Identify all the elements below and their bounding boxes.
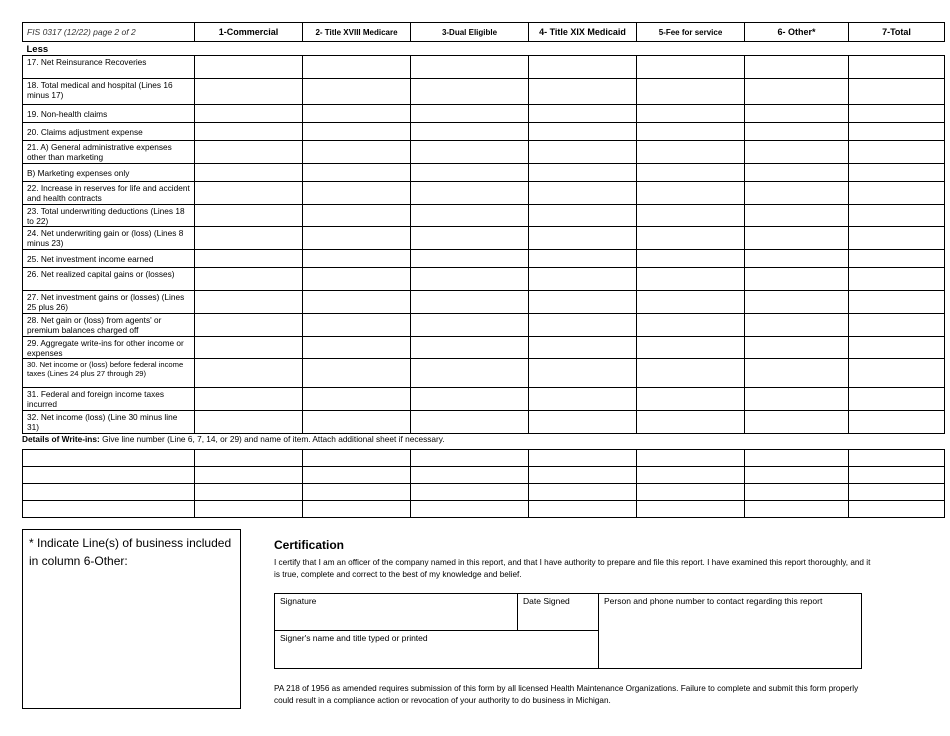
amount-cell[interactable] (637, 268, 745, 291)
amount-cell[interactable] (195, 388, 303, 411)
table-row (23, 314, 945, 337)
writein-amount-cell[interactable] (745, 450, 849, 467)
amount-cell[interactable] (195, 205, 303, 227)
writein-amount-cell[interactable] (637, 501, 745, 518)
amount-cell[interactable] (745, 123, 849, 141)
writein-amount-cell[interactable] (411, 450, 529, 467)
amount-cell[interactable] (637, 227, 745, 250)
amount-cell[interactable] (195, 79, 303, 105)
writein-item-cell[interactable] (23, 484, 195, 501)
amount-cell[interactable] (637, 359, 745, 388)
writein-amount-cell[interactable] (745, 484, 849, 501)
amount-cell[interactable] (637, 250, 745, 268)
writein-amount-cell[interactable] (195, 450, 303, 467)
amount-cell[interactable] (303, 79, 411, 105)
amount-cell[interactable] (849, 141, 945, 164)
amount-cell[interactable] (637, 314, 745, 337)
table-row (23, 123, 945, 141)
amount-cell[interactable] (195, 250, 303, 268)
amount-cell[interactable] (529, 123, 637, 141)
amount-cell[interactable] (411, 359, 529, 388)
amount-cell[interactable] (745, 79, 849, 105)
amount-cell[interactable] (303, 250, 411, 268)
amount-cell[interactable] (303, 205, 411, 227)
amount-cell[interactable] (411, 141, 529, 164)
writein-amount-cell[interactable] (745, 467, 849, 484)
amount-cell[interactable] (745, 411, 849, 434)
amount-cell[interactable] (529, 56, 637, 79)
amount-cell[interactable] (411, 411, 529, 434)
amount-cell[interactable] (195, 337, 303, 359)
writein-amount-cell[interactable] (303, 450, 411, 467)
amount-cell[interactable] (303, 388, 411, 411)
amount-cell[interactable] (411, 337, 529, 359)
amount-cell[interactable] (637, 141, 745, 164)
table-row (23, 388, 945, 411)
amount-cell[interactable] (745, 314, 849, 337)
writein-amount-cell[interactable] (637, 450, 745, 467)
amount-cell[interactable] (195, 227, 303, 250)
amount-cell[interactable] (529, 182, 637, 205)
row-label: 32. Net income (loss) (Line 30 minus line 31) (23, 411, 195, 434)
amount-cell[interactable] (637, 337, 745, 359)
table-row (23, 105, 945, 123)
amount-cell[interactable] (411, 123, 529, 141)
amount-cell[interactable] (849, 250, 945, 268)
column-header-total: 7-Total (849, 23, 945, 42)
writein-item-cell[interactable] (23, 467, 195, 484)
writein-row (23, 484, 945, 501)
contact-person-label: Person and phone number to contact regarding this report (604, 596, 823, 606)
amount-cell[interactable] (745, 164, 849, 182)
amount-cell[interactable] (303, 411, 411, 434)
amount-cell[interactable] (411, 164, 529, 182)
writein-amount-cell[interactable] (849, 501, 945, 518)
writein-amount-cell[interactable] (849, 450, 945, 467)
column-header-dual-eligible: 3-Dual Eligible (411, 23, 529, 42)
amount-cell[interactable] (411, 314, 529, 337)
table-row (23, 250, 945, 268)
signer-name-field[interactable] (275, 631, 599, 668)
writein-row (23, 501, 945, 518)
row-label: 29. Aggregate write-ins for other income or expenses (23, 337, 195, 359)
date-signed-label: Date Signed (523, 596, 570, 606)
amount-cell[interactable] (637, 205, 745, 227)
amount-cell[interactable] (411, 388, 529, 411)
signer-name-label: Signer's name and title typed or printed (280, 633, 428, 643)
amount-cell[interactable] (303, 141, 411, 164)
amount-cell[interactable] (745, 141, 849, 164)
table-header-row (23, 23, 945, 42)
amount-cell[interactable] (411, 268, 529, 291)
writein-amount-cell[interactable] (637, 484, 745, 501)
amount-cell[interactable] (195, 359, 303, 388)
amount-cell[interactable] (745, 205, 849, 227)
amount-cell[interactable] (529, 141, 637, 164)
table-row (23, 359, 945, 388)
amount-cell[interactable] (303, 164, 411, 182)
row-label: 22. Increase in reserves for life and accident and health contracts (23, 182, 195, 205)
amount-cell[interactable] (529, 164, 637, 182)
row-label: 27. Net investment gains or (losses) (Lines 25 plus 26) (23, 291, 195, 314)
amount-cell[interactable] (195, 164, 303, 182)
amount-cell[interactable] (637, 164, 745, 182)
table-row (23, 268, 945, 291)
amount-cell[interactable] (849, 56, 945, 79)
amount-cell[interactable] (411, 205, 529, 227)
row-label: 23. Total underwriting deductions (Lines 18 to 22) (23, 205, 195, 227)
writein-item-cell[interactable] (23, 501, 195, 518)
writein-amount-cell[interactable] (411, 484, 529, 501)
writeins-label: Details of Write-ins: (22, 434, 100, 444)
amount-cell[interactable] (411, 250, 529, 268)
other-lines-box[interactable] (22, 529, 241, 709)
amount-cell[interactable] (849, 359, 945, 388)
other-lines-note: * Indicate Line(s) of business included in column 6-Other: (29, 536, 232, 568)
writein-row (23, 450, 945, 467)
row-label: 17. Net Reinsurance Recoveries (23, 56, 195, 79)
signature-label: Signature (280, 596, 317, 606)
row-label: 26. Net realized capital gains or (losses) (23, 268, 195, 291)
amount-cell[interactable] (195, 123, 303, 141)
row-label: 31. Federal and foreign income taxes incurred (23, 388, 195, 411)
writein-item-cell[interactable] (23, 450, 195, 467)
row-label: 19. Non-health claims (23, 105, 195, 123)
amount-cell[interactable] (411, 291, 529, 314)
column-header-fee-for-service: 5-Fee for service (637, 23, 745, 42)
amount-cell[interactable] (303, 56, 411, 79)
amount-cell[interactable] (529, 337, 637, 359)
column-header-commercial: 1-Commercial (195, 23, 303, 42)
amount-cell[interactable] (529, 268, 637, 291)
table-row (23, 291, 945, 314)
amount-cell[interactable] (849, 79, 945, 105)
amount-cell[interactable] (411, 182, 529, 205)
amount-cell[interactable] (637, 182, 745, 205)
amount-cell[interactable] (303, 337, 411, 359)
writein-amount-cell[interactable] (303, 484, 411, 501)
form-id: FIS 0317 (12/22) page 2 of 2 (23, 23, 195, 42)
amount-cell[interactable] (195, 291, 303, 314)
amount-cell[interactable] (303, 359, 411, 388)
amount-cell[interactable] (637, 123, 745, 141)
amount-cell[interactable] (303, 105, 411, 123)
amount-cell[interactable] (529, 250, 637, 268)
amount-cell[interactable] (849, 164, 945, 182)
amount-cell[interactable] (745, 56, 849, 79)
writeins-instructions (22, 434, 445, 444)
row-label: 25. Net investment income earned (23, 250, 195, 268)
amount-cell[interactable] (411, 79, 529, 105)
row-label: 21. A) General administrative expenses other than marketing (23, 141, 195, 164)
column-header-other: 6- Other* (745, 23, 849, 42)
amount-cell[interactable] (745, 250, 849, 268)
amount-cell[interactable] (303, 314, 411, 337)
amount-cell[interactable] (303, 268, 411, 291)
amount-cell[interactable] (529, 388, 637, 411)
table-row (23, 411, 945, 434)
amount-cell[interactable] (529, 227, 637, 250)
writein-amount-cell[interactable] (303, 501, 411, 518)
amount-cell[interactable] (195, 268, 303, 291)
amount-cell[interactable] (637, 56, 745, 79)
amount-cell[interactable] (529, 314, 637, 337)
row-label: 18. Total medical and hospital (Lines 16 minus 17) (23, 79, 195, 105)
writein-amount-cell[interactable] (637, 467, 745, 484)
amount-cell[interactable] (195, 105, 303, 123)
signature-block (274, 593, 862, 669)
table-row (23, 56, 945, 79)
amount-cell[interactable] (637, 411, 745, 434)
amount-cell[interactable] (411, 105, 529, 123)
section-label-less: Less (23, 42, 945, 56)
amount-cell[interactable] (637, 79, 745, 105)
writein-amount-cell[interactable] (529, 484, 637, 501)
writeins-text: Give line number (Line 6, 7, 14, or 29) and name of item. Attach additional sheet if necessary. (102, 434, 445, 444)
writein-amount-cell[interactable] (195, 501, 303, 518)
table-row (23, 227, 945, 250)
amount-cell[interactable] (849, 182, 945, 205)
amount-cell[interactable] (849, 388, 945, 411)
amount-cell[interactable] (195, 56, 303, 79)
amount-cell[interactable] (529, 105, 637, 123)
contact-person-field[interactable] (599, 594, 861, 668)
amount-cell[interactable] (745, 182, 849, 205)
amount-cell[interactable] (849, 411, 945, 434)
amount-cell[interactable] (849, 123, 945, 141)
writein-amount-cell[interactable] (849, 484, 945, 501)
amount-cell[interactable] (745, 105, 849, 123)
table-row (23, 79, 945, 105)
amount-cell[interactable] (529, 291, 637, 314)
certification-text: I certify that I am an officer of the company named in this report, and that I have authority to prepare and file this report. I have examined this report thoroughly, and it is true, complete and correct to the best of my knowledge and belief. (274, 558, 871, 579)
writein-amount-cell[interactable] (195, 467, 303, 484)
writein-amount-cell[interactable] (195, 484, 303, 501)
writein-amount-cell[interactable] (411, 501, 529, 518)
amount-cell[interactable] (303, 227, 411, 250)
amount-cell[interactable] (529, 411, 637, 434)
amount-cell[interactable] (637, 388, 745, 411)
table-row (23, 164, 945, 182)
amount-cell[interactable] (195, 314, 303, 337)
date-signed-field[interactable] (518, 594, 599, 631)
financial-table (22, 22, 945, 434)
amount-cell[interactable] (529, 205, 637, 227)
amount-cell[interactable] (745, 291, 849, 314)
amount-cell[interactable] (411, 56, 529, 79)
writein-amount-cell[interactable] (529, 467, 637, 484)
pa-notice: PA 218 of 1956 as amended requires submission of this form by all licensed Health Maintenance Organizations. Failure to complete and submit this form properly could result in a compliance action or revocation of your authority to do business in Michigan. (274, 684, 859, 705)
column-header-medicare: 2- Title XVIII Medicare (303, 23, 411, 42)
amount-cell[interactable] (637, 291, 745, 314)
amount-cell[interactable] (411, 227, 529, 250)
amount-cell[interactable] (849, 268, 945, 291)
amount-cell[interactable] (745, 227, 849, 250)
writein-amount-cell[interactable] (529, 501, 637, 518)
writeins-table (22, 449, 945, 518)
row-label: 20. Claims adjustment expense (23, 123, 195, 141)
amount-cell[interactable] (195, 141, 303, 164)
amount-cell[interactable] (529, 79, 637, 105)
amount-cell[interactable] (303, 182, 411, 205)
table-row (23, 182, 945, 205)
row-label: B) Marketing expenses only (23, 164, 195, 182)
writein-amount-cell[interactable] (849, 467, 945, 484)
row-label: 30. Net income or (loss) before federal income taxes (Lines 24 plus 27 through 29) (23, 359, 195, 388)
amount-cell[interactable] (849, 314, 945, 337)
amount-cell[interactable] (745, 337, 849, 359)
amount-cell[interactable] (849, 337, 945, 359)
amount-cell[interactable] (745, 268, 849, 291)
amount-cell[interactable] (849, 205, 945, 227)
amount-cell[interactable] (745, 388, 849, 411)
table-row (23, 205, 945, 227)
amount-cell[interactable] (529, 359, 637, 388)
amount-cell[interactable] (745, 359, 849, 388)
amount-cell[interactable] (303, 123, 411, 141)
signature-field[interactable] (275, 594, 518, 631)
amount-cell[interactable] (303, 291, 411, 314)
writein-amount-cell[interactable] (411, 467, 529, 484)
section-row-less (23, 42, 945, 56)
amount-cell[interactable] (849, 291, 945, 314)
amount-cell[interactable] (849, 105, 945, 123)
certification-title: Certification (274, 538, 345, 552)
writein-row (23, 467, 945, 484)
row-label: 24. Net underwriting gain or (loss) (Lines 8 minus 23) (23, 227, 195, 250)
writein-amount-cell[interactable] (745, 501, 849, 518)
row-label: 28. Net gain or (loss) from agents' or premium balances charged off (23, 314, 195, 337)
amount-cell[interactable] (195, 182, 303, 205)
column-header-medicaid: 4- Title XIX Medicaid (529, 23, 637, 42)
table-row (23, 141, 945, 164)
writein-amount-cell[interactable] (529, 450, 637, 467)
amount-cell[interactable] (849, 227, 945, 250)
table-row (23, 337, 945, 359)
amount-cell[interactable] (195, 411, 303, 434)
writein-amount-cell[interactable] (303, 467, 411, 484)
amount-cell[interactable] (637, 105, 745, 123)
